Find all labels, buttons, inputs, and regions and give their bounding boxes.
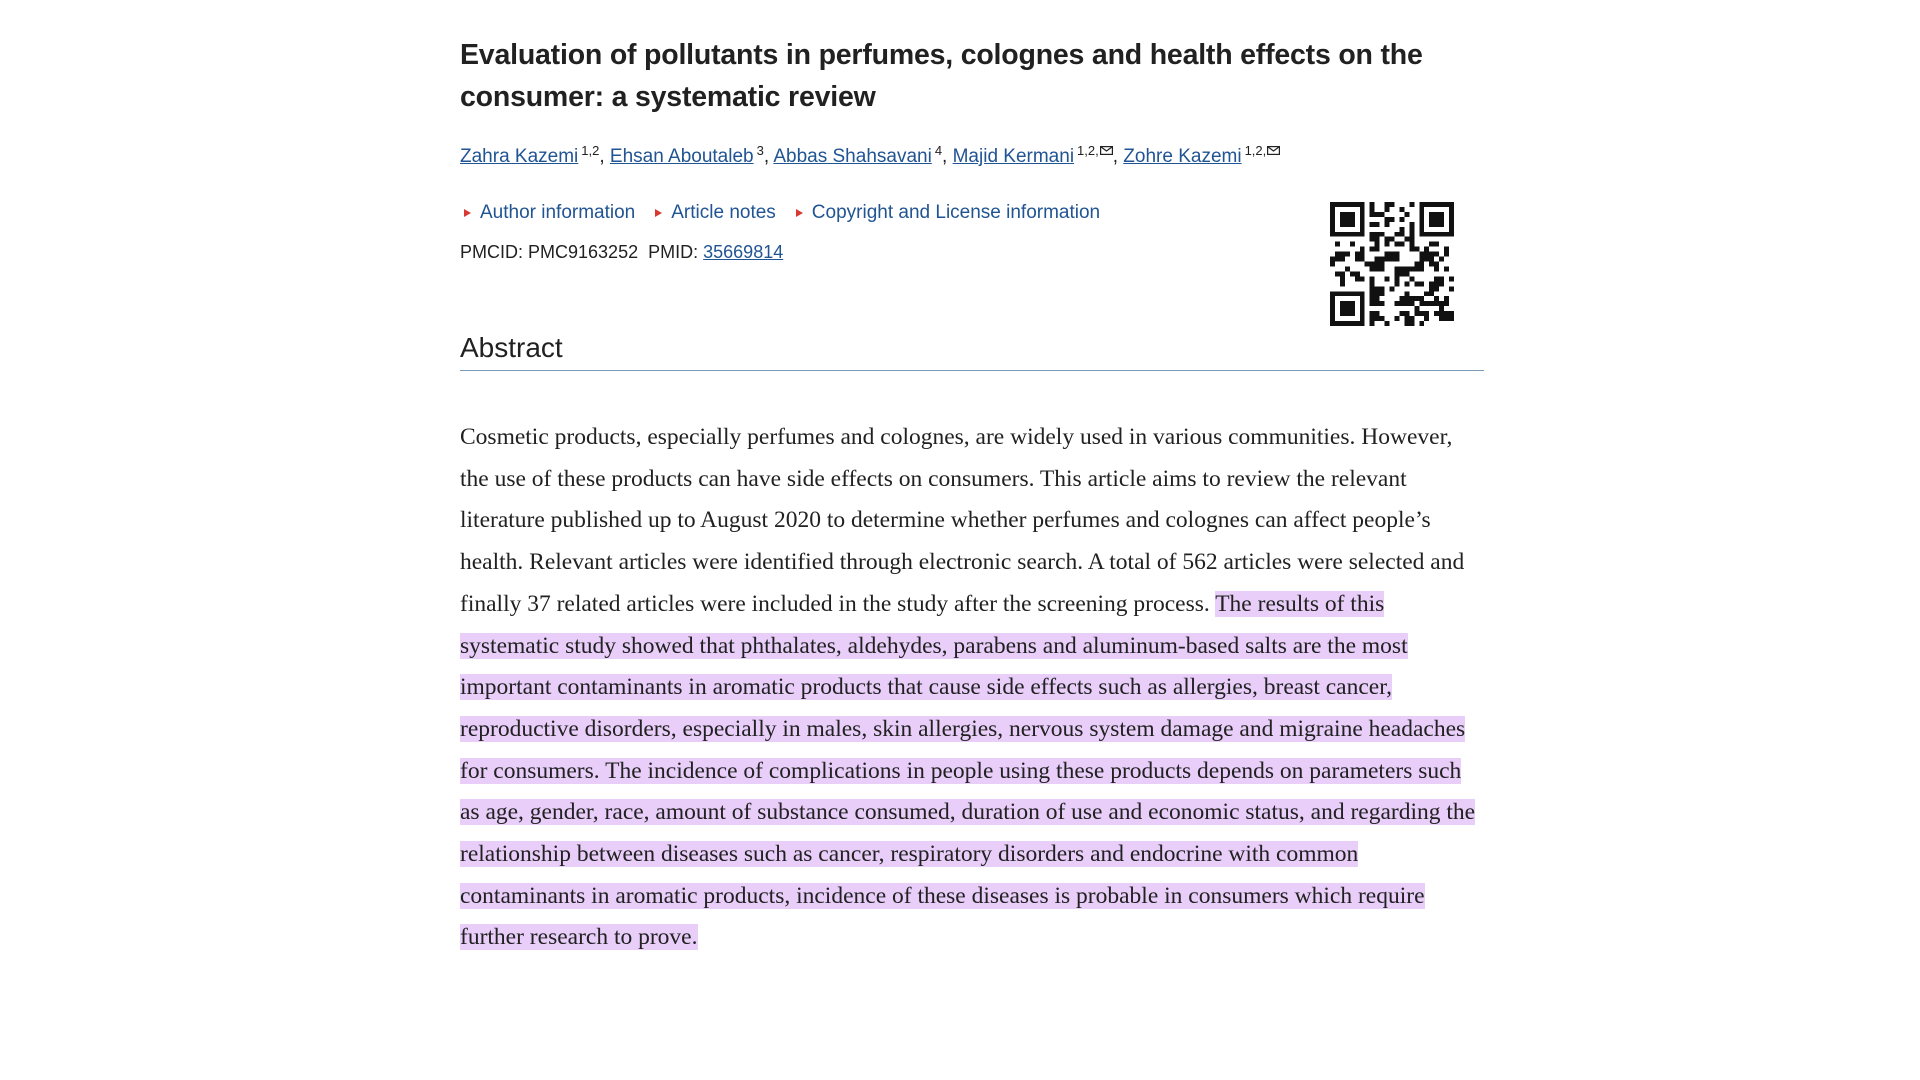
abstract-heading: Abstract (460, 330, 1484, 371)
author-affiliation: 4 (934, 142, 943, 158)
caret-right-icon (796, 209, 803, 217)
pmcid-label: PMCID: (460, 242, 523, 262)
abstract-text (460, 417, 1484, 959)
article-notes-label: Article notes (671, 202, 776, 223)
pmid-label: PMID: (648, 242, 699, 262)
copyright-label: Copyright and License information (811, 202, 1101, 223)
pmcid-value: PMC9163252 (528, 242, 639, 262)
author-information-label: Author information (480, 202, 636, 223)
author-link[interactable]: Ehsan Aboutaleb (609, 146, 754, 167)
author-link[interactable]: Abbas Shahsavani (773, 146, 932, 167)
abstract-plain-text: Cosmetic products, especially perfumes and colognes, are widely used in various communities. However, the use of these products can have side effects on consumers. This article aims to review the relevant literature published up to August 2020 to determine whether perfumes and colognes can affect people’s health. Relevant articles were identified through electronic search. A total of 562 articles were selected and finally 37 related articles were included in the study after the screening process. (460, 424, 1465, 617)
email-icon[interactable] (1267, 146, 1280, 155)
abstract-highlighted-text: The results of this systematic study showed that phthalates, aldehydes, parabens and aluminum-based salts are the most important contaminants in aromatic products that cause side effects such as allergies, breast cancer, reproductive disorders, especially in males, skin allergies, nervous system damage and migraine headaches for consumers. The incidence of complications in people using these products depends on parameters such as age, gender, race, amount of substance consumed, duration of use and economic status, and regarding the relationship between diseases such as cancer, respiratory disorders and endocrine with common contaminants in aromatic products, incidence of these diseases is probable in consumers which require further research to prove. (460, 590, 1476, 951)
pmid-link[interactable]: 35669814 (703, 242, 784, 262)
author-information-toggle[interactable] (460, 200, 635, 226)
article (460, 34, 1484, 983)
copyright-toggle[interactable] (792, 200, 1100, 226)
author-affiliation: 1,2, (1077, 142, 1099, 158)
caret-right-icon (655, 209, 662, 217)
author-affiliation: 1,2, (1244, 142, 1267, 158)
caret-right-icon (464, 209, 471, 217)
article-meta (460, 200, 1484, 330)
author-link[interactable]: Majid Kermani (952, 146, 1075, 167)
email-icon[interactable] (1100, 146, 1113, 155)
author-affiliation: 1,2 (581, 142, 600, 158)
author-affiliation: 3 (756, 142, 764, 158)
author-list: Zahra Kazemi $^{1,2}$, Ehsan Aboutaleb $^3$, Abbas Shahsavani $^4$, Majid Kermani $^{1,2,}$ , Zohre Kazemi $^{1,2,}$ (460, 144, 1484, 170)
article-notes-toggle[interactable] (651, 200, 776, 226)
article-title: Evaluation of pollutants in perfumes, colognes and health effects on the consumer: a systematic review (460, 39, 1423, 113)
author-link[interactable]: Zohre Kazemi (1123, 146, 1242, 167)
qr-code-icon[interactable] (1330, 202, 1454, 326)
author-link[interactable]: Zahra Kazemi (460, 146, 579, 167)
